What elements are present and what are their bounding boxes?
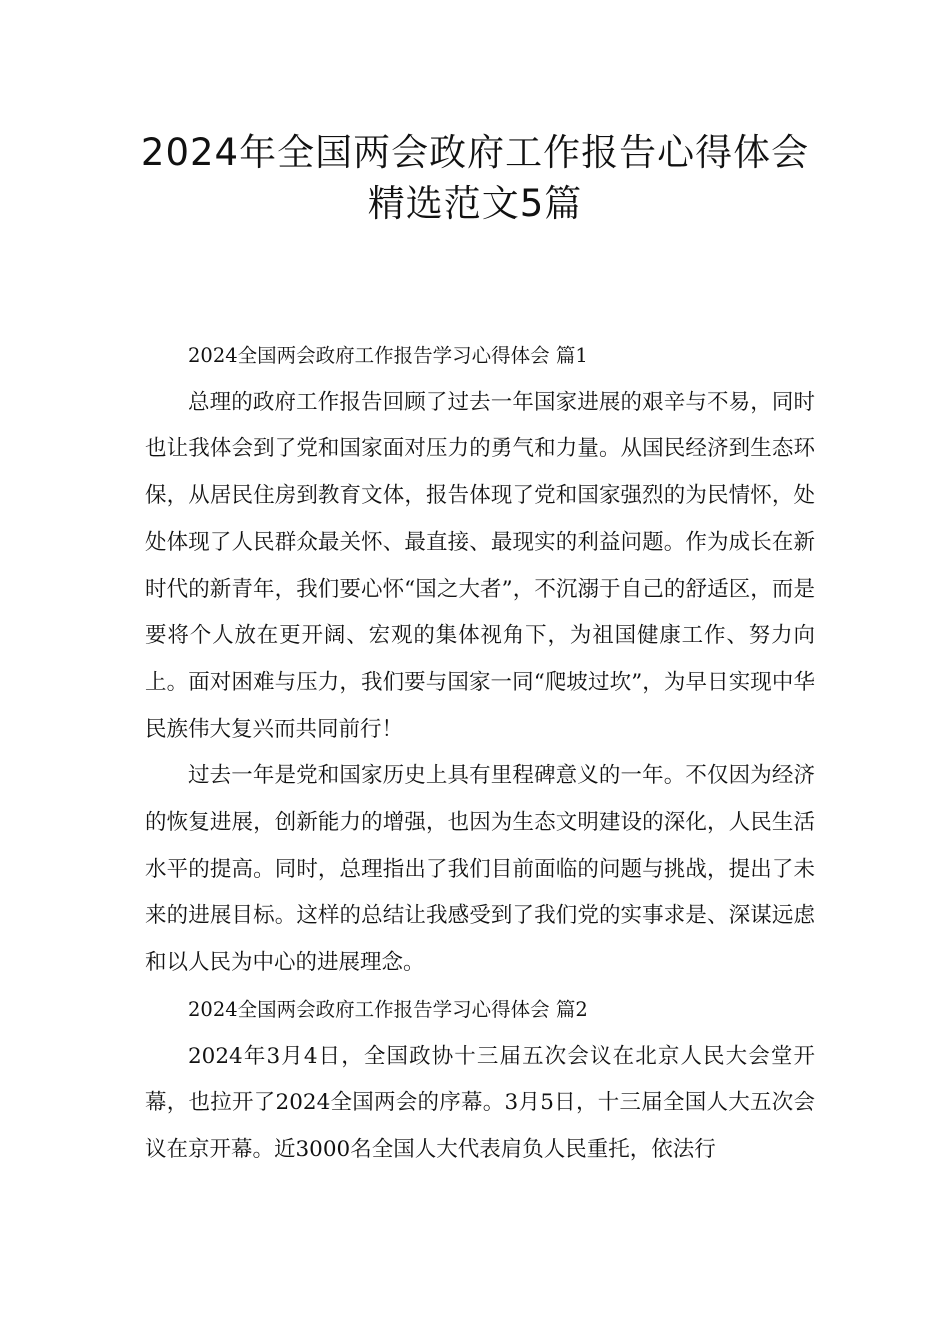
document-title-line-1: 2024年全国两会政府工作报告心得体会 [140,131,810,174]
document-body [145,333,815,1174]
document-title-line-2: 精选范文5篇 [367,182,583,225]
section-1-paragraph-1: 总理的政府工作报告回顾了过去一年国家进展的艰辛与不易，同时也让我体会到了党和国家面对压力的勇气和力量。从国民经济到生态环保，从居民住房到教育文体，报告体现了党和国家强烈的为民情怀，处处体现了人民群众最关怀、最直接、最现实的利益问题。作为成长在新时代的新青年，我们要心怀“国之大者”，不沉溺于自己的舒适区，而是要将个人放在更开阔、宏观的集体视角下，为祖国健康工作、努力向上。面对困难与压力，我们要与国家一同“爬坡过坎”，为早日实现中华民族伟大复兴而共同前行！ [145,389,815,742]
section-1-paragraph-2: 过去一年是党和国家历史上具有里程碑意义的一年。不仅因为经济的恢复进展，创新能力的增强，也因为生态文明建设的深化，人民生活水平的提高。同时，总理指出了我们目前面临的问题与挑战，提出了未来的进展目标。这样的总结让我感受到了我们党的实事求是、深谋远虑和以人民为中心的进展理念。 [145,763,815,976]
section-heading-2: 2024全国两会政府工作报告学习心得体会 篇2 [188,997,588,1021]
section-heading-1: 2024全国两会政府工作报告学习心得体会 篇1 [188,344,588,367]
document-title [100,127,850,229]
section-2-paragraph-1: 2024年3月4日，全国政协十三届五次会议在北京人民大会堂开幕，也拉开了2024全国两会的序幕。3月5日，十三届全国人大五次会议在京开幕。近3000名全国人大代表肩负人民重托，依法行 [145,1043,815,1162]
